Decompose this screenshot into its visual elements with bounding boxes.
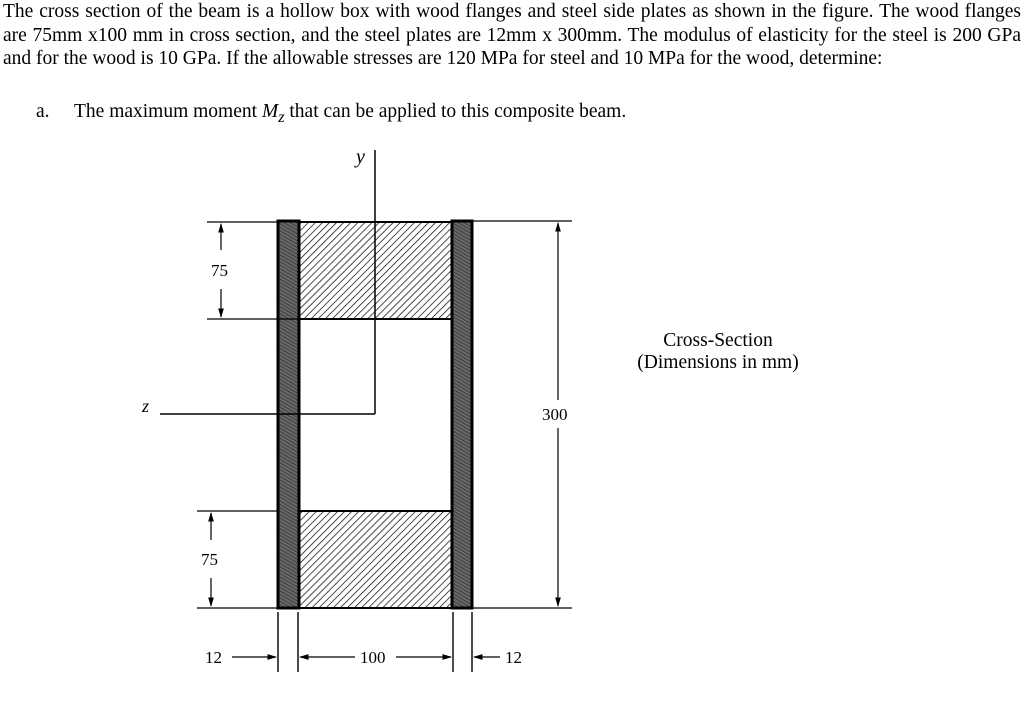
question-text-after: that can be applied to this composite beam. bbox=[284, 101, 627, 122]
bottom-flange-dimension-label: 75 bbox=[201, 550, 218, 569]
width-dimension-label: 100 bbox=[360, 648, 386, 667]
moment-subscript: z bbox=[278, 107, 285, 126]
right-plate-dimension-label: 12 bbox=[505, 648, 522, 667]
figure-caption bbox=[618, 330, 818, 374]
bottom-wood-flange bbox=[299, 511, 452, 608]
problem-text: The cross section of the beam is a hollow box with wood flanges and steel side plates as shown in the figure. The wood flanges are 75mm x100 mm in cross section, and the steel plates are 12mm x 300mm. The modulus of elasticity for the steel is 200 GPa and for the wood is 10 GPa. If the allowable stresses are 120 MPa for steel and 10 MPa for the wood, determine: bbox=[3, 1, 1021, 69]
caption-line-1: Cross-Section bbox=[663, 330, 773, 351]
right-steel-plate bbox=[452, 221, 472, 608]
total-height-dimension-label: 300 bbox=[542, 405, 568, 424]
top-flange-dimension-label: 75 bbox=[211, 261, 228, 280]
moment-symbol: M bbox=[261, 101, 279, 122]
bottom-flange-dimension bbox=[197, 511, 278, 608]
caption-line-2: (Dimensions in mm) bbox=[637, 352, 799, 373]
total-height-dimension bbox=[472, 221, 572, 608]
y-axis-label: y bbox=[356, 146, 365, 168]
question-label: a. bbox=[36, 101, 50, 122]
z-axis-label: z bbox=[142, 396, 150, 416]
width-dimensions bbox=[205, 612, 522, 672]
left-plate-dimension-label: 12 bbox=[205, 648, 222, 667]
question-text-before: The maximum moment bbox=[74, 101, 262, 122]
